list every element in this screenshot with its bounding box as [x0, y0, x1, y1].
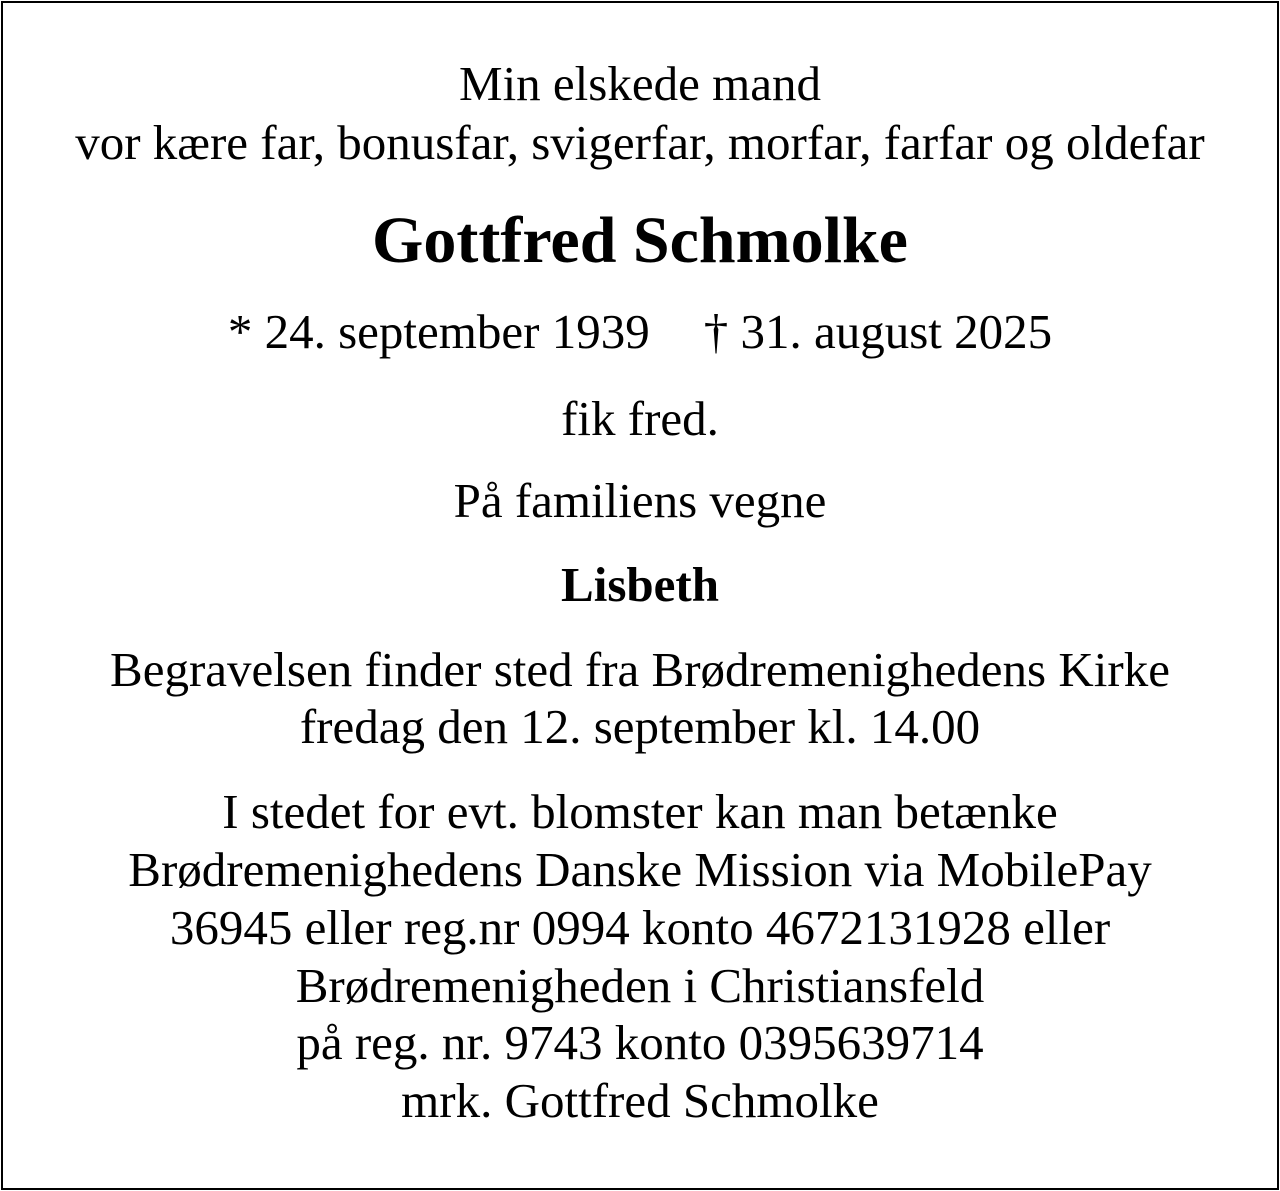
donation-line: I stedet for evt. blomster kan man betænke	[222, 784, 1058, 839]
donation-line: Brødremenigheden i Christiansfeld	[295, 958, 985, 1013]
donation-line: Brødremenighedens Danske Mission via MobilePay	[128, 842, 1152, 897]
death-date: † 31. august 2025	[703, 304, 1053, 359]
donation-line: 36945 eller reg.nr 0994 konto 4672131928 eller	[169, 900, 1111, 955]
birth-date: * 24. september 1939	[227, 304, 650, 359]
donation-line: mrk. Gottfred Schmolke	[401, 1073, 879, 1128]
deceased-name: Gottfred Schmolke	[372, 204, 908, 277]
passed-away-text: fik fred.	[561, 391, 719, 446]
signer-name: Lisbeth	[561, 557, 719, 612]
funeral-line-2: fredag den 12. september kl. 14.00	[299, 699, 981, 754]
donation-line: på reg. nr. 9743 konto 0395639714	[296, 1015, 984, 1070]
life-dates	[0, 303, 1280, 361]
intro-line-2: vor kære far, bonusfar, svigerfar, morfar, farfar og oldefar	[75, 115, 1205, 170]
on-behalf-text: På familiens vegne	[453, 473, 827, 528]
funeral-line-1: Begravelsen finder sted fra Brødremenighedens Kirke	[110, 642, 1170, 697]
intro-line-1: Min elskede mand	[459, 56, 821, 111]
